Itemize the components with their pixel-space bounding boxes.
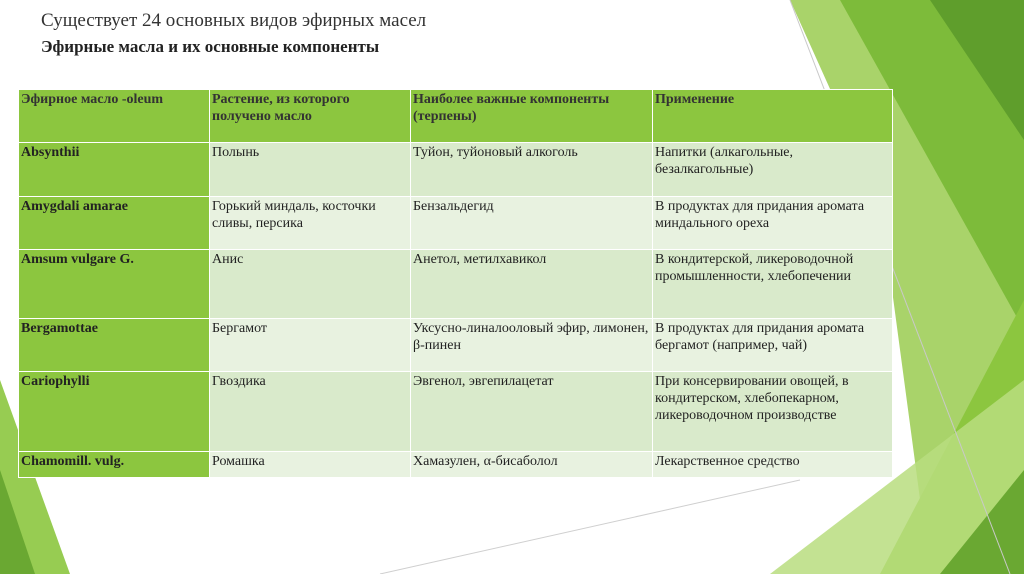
plant-cell: Бергамот <box>210 319 411 372</box>
oil-name-cell: Amsum vulgare G. <box>19 250 210 319</box>
plant-cell: Горький миндаль, косточки сливы, персика <box>210 197 411 250</box>
usage-cell: Напитки (алкагольные, безалкагольные) <box>653 143 893 197</box>
usage-cell: В продуктах для придания аромата бергамот (например, чай) <box>653 319 893 372</box>
slide-title: Эфирные масла и их основные компоненты <box>41 37 380 56</box>
oil-name-cell: Amygdali amarae <box>19 197 210 250</box>
slide-subtitle: Существует 24 основных видов эфирных масел <box>41 10 427 31</box>
oil-name-cell: Chamomill. vulg. <box>19 452 210 478</box>
oil-name-cell: Cariophylli <box>19 372 210 452</box>
table-row <box>19 452 893 478</box>
usage-cell: Лекарственное средство <box>653 452 893 478</box>
usage-cell: При консервировании овощей, в кондитерском, хлебопекарном, ликероводочном производстве <box>653 372 893 452</box>
header-cell-components: Наиболее важные компоненты (терпены) <box>411 90 653 143</box>
header-cell-plant: Растение, из которого получено масло <box>210 90 411 143</box>
table-row <box>19 250 893 319</box>
usage-cell: В продуктах для придания аромата миндального ореха <box>653 197 893 250</box>
components-cell: Уксусно-линалоoловый эфир, лимонен, β-пинен <box>411 319 653 372</box>
header-cell-usage: Применение <box>653 90 893 143</box>
plant-cell: Полынь <box>210 143 411 197</box>
usage-cell: В кондитерской, ликероводочной промышленности, хлебопечении <box>653 250 893 319</box>
components-cell: Туйон, туйоновый алкоголь <box>411 143 653 197</box>
components-cell: Бензальдегид <box>411 197 653 250</box>
plant-cell: Ромашка <box>210 452 411 478</box>
components-cell: Эвгенол, эвгепилацетат <box>411 372 653 452</box>
table-row <box>19 372 893 452</box>
table-row <box>19 143 893 197</box>
essential-oils-table <box>18 89 893 478</box>
oil-name-cell: Absynthii <box>19 143 210 197</box>
components-cell: Хамазулен, α-бисаболол <box>411 452 653 478</box>
table-header-row <box>19 90 893 143</box>
components-cell: Анетол, метилхавикол <box>411 250 653 319</box>
table-row <box>19 319 893 372</box>
table-row <box>19 197 893 250</box>
header-cell-oil: Эфирное масло -oleum <box>19 90 210 143</box>
plant-cell: Анис <box>210 250 411 319</box>
oil-name-cell: Bergamottae <box>19 319 210 372</box>
plant-cell: Гвоздика <box>210 372 411 452</box>
